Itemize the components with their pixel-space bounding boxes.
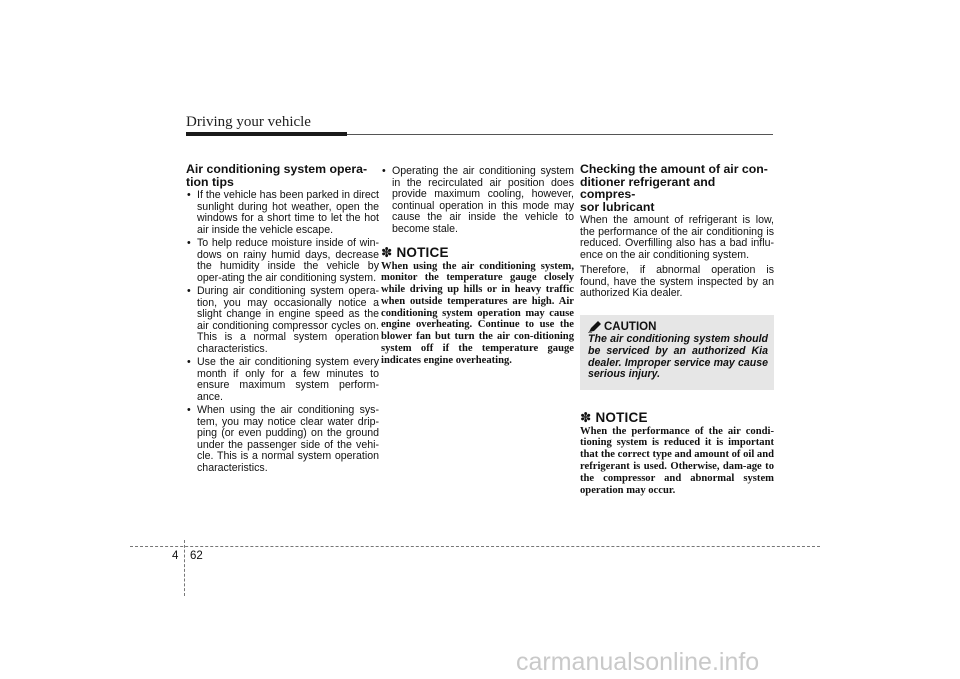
list-item: • To help reduce moisture inside of win-dows on rainy humid days, decrease the humidity inside the vehicle by oper-ating the air conditioning system. [186,238,379,284]
list-item: • During air conditioning system opera-tion, you may occasionally notice a slight change in engine speed as the air conditioning compressor cycles on. This is a normal system operation characteristics. [186,286,379,355]
list-item: • If the vehicle has been parked in direct sunlight during hot weather, open the windows for a short time to let the hot air inside the vehicle escape. [186,190,379,236]
notice-body: When the performance of the air condi-tioning system is reduced it is important that the correct type and amount of oil and refrigerant is used. Otherwise, dam-age to the compressor and abnormal system operation may occur. [580,425,775,496]
column-1 [186,163,379,476]
paragraph: When the amount of refrigerant is low, the performance of the air conditioning is reduced. Overfilling also has a bad influ-ence on the air conditioning system. [580,214,774,261]
header-rule [347,134,773,135]
column-2 [381,166,574,367]
section-heading-tips: Air conditioning system opera- tion tips [186,162,368,189]
chapter-number: 4 [172,550,179,562]
header-bar [186,132,347,136]
tips-list [186,190,379,474]
page-header-title: Driving your vehicle [186,114,311,130]
pencil-icon [588,321,602,337]
column-3 [580,163,774,496]
watermark: carmanualsonline.info [516,648,760,676]
footer-vertical-divider [184,540,185,596]
footer-divider [130,546,820,547]
list-item: • Operating the air conditioning system in the recirculated air position does provide maximum cooling, however, continual operation in this mode may cause the air inside the vehicle to become stale. [381,166,574,235]
tips-list-continued [381,166,574,235]
caution-box [580,315,774,391]
list-item: • When using the air conditioning sys-tem, you may notice clear water drip-ping (or even pudding) on the ground under the passenger side of the vehi-cle. This is a normal system operation characteristics. [186,405,379,474]
caution-body: The air conditioning system should be serviced by an authorized Kia dealer. Improper service may cause serious injury. [588,333,768,381]
caution-title-row [604,322,768,334]
notice-title: ✽ NOTICE [580,410,648,426]
paragraph: Therefore, if abnormal operation is found, have the system inspected by an authorized Kia dealer. [580,264,774,299]
page-number: 62 [190,550,203,562]
section-heading-refrigerant: Checking the amount of air con- ditioner refrigerant and compres- sor lubricant [580,162,768,214]
notice-title: ✽ NOTICE [381,245,449,260]
notice-body: When using the air conditioning system, monitor the temperature gauge closely while driving up hills or in heavy traffic when outside temperatures are high. Air conditioning system operation may cause engine overheating. Continue to use the blower fan but turn the air con-ditioning system off if the temperature gauge indicates engine overheating. [381,260,574,366]
caution-title: CAUTION [604,320,657,333]
list-item: • Use the air conditioning system every month if only for a few minutes to ensure maximum system perform-ance. [186,357,379,403]
